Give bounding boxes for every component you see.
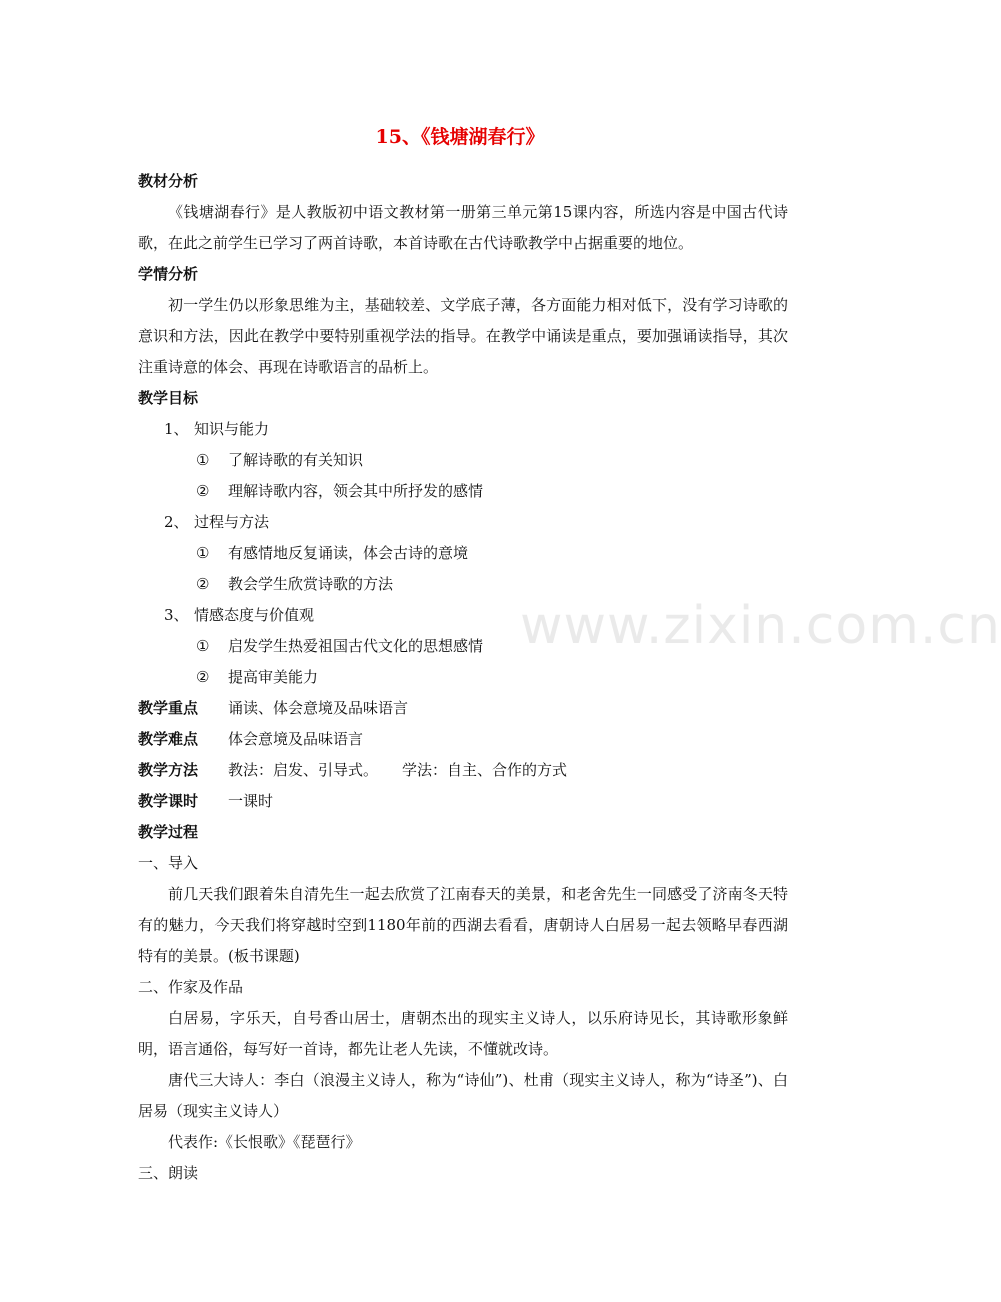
- goal-item-3: [138, 600, 788, 631]
- subitem-text: 理解诗歌内容，领会其中所抒发的感情: [228, 482, 484, 500]
- goal-text: 过程与方法: [194, 513, 270, 531]
- subitem-text: 提高审美能力: [228, 668, 319, 686]
- class-hours-row: [138, 786, 788, 817]
- process-step-title: 二、作家及作品: [138, 978, 244, 996]
- circled-number: ①: [196, 544, 210, 562]
- watermark: www.zixin.com.cn: [520, 596, 1001, 656]
- paragraph-student-analysis: 初一学生仍以形象思维为主，基础较差、文学底子薄，各方面能力相对低下，没有学习诗歌的意识和方法，因此在教学中要特别重视学法的指导。在教学中诵读是重点，要加强诵读指导，其次注重诗意的体会、再现在诗歌语言的品析上。: [138, 296, 788, 376]
- circled-number: ②: [196, 575, 210, 593]
- paragraph-author: 白居易，字乐天，自号香山居士，唐朝杰出的现实主义诗人，以乐府诗见长，其诗歌形象鲜明，语言通俗，每写好一首诗，都先让老人先读，不懂就改诗。: [138, 1009, 788, 1058]
- goal-text: 知识与能力: [194, 420, 270, 438]
- difficulty-value: 体会意境及品味语言: [228, 730, 364, 748]
- goal-subitem: [138, 662, 788, 693]
- goal-text: 情感态度与价值观: [194, 606, 315, 624]
- section-heading-textbook: 教材分析: [138, 172, 199, 190]
- paragraph-representative-works: 代表作:《长恨歌》《琵琶行》: [168, 1133, 361, 1151]
- goal-subitem: [138, 538, 788, 569]
- learning-method: 学法：自主、合作的方式: [402, 761, 568, 779]
- process-step-title: 一、导入: [138, 854, 199, 872]
- goal-subitem: [138, 476, 788, 507]
- circled-number: ②: [196, 668, 210, 686]
- circled-number: ①: [196, 451, 210, 469]
- circled-number: ②: [196, 482, 210, 500]
- document-body: [138, 166, 788, 1189]
- subitem-text: 有感情地反复诵读，体会古诗的意境: [228, 544, 469, 562]
- class-hours-label: 教学课时: [138, 792, 199, 810]
- goal-subitem: [138, 445, 788, 476]
- page-title: 15、《钱塘湖春行》: [375, 126, 545, 148]
- method-label: 教学方法: [138, 761, 199, 779]
- section-heading-process: 教学过程: [138, 823, 199, 841]
- key-point-row: [138, 693, 788, 724]
- key-point-value: 诵读、体会意境及品味语言: [228, 699, 409, 717]
- subitem-text: 教会学生欣赏诗歌的方法: [228, 575, 394, 593]
- goal-number: 1、: [164, 420, 189, 438]
- teaching-method: 教法：启发、引导式。: [228, 761, 379, 779]
- difficulty-row: [138, 724, 788, 755]
- paragraph-textbook-analysis: 《钱塘湖春行》是人教版初中语文教材第一册第三单元第15课内容，所选内容是中国古代诗歌，在此之前学生已学习了两首诗歌，本首诗歌在古代诗歌教学中占据重要的地位。: [138, 203, 788, 252]
- paragraph-introduction: 前几天我们跟着朱自清先生一起去欣赏了江南春天的美景，和老舍先生一同感受了济南冬天特有的魅力，今天我们将穿越时空到1180年前的西湖去看看，唐朝诗人白居易一起去领略早春西湖特有的美景。(板书课题): [138, 885, 788, 965]
- section-heading-goals: 教学目标: [138, 389, 199, 407]
- circled-number: ①: [196, 637, 210, 655]
- class-hours-value: 一课时: [228, 792, 274, 810]
- method-row: [138, 755, 788, 786]
- subitem-text: 了解诗歌的有关知识: [228, 451, 364, 469]
- goal-subitem: [138, 569, 788, 600]
- goal-number: 2、: [164, 513, 189, 531]
- goal-item-1: [138, 414, 788, 445]
- key-point-label: 教学重点: [138, 699, 199, 717]
- subitem-text: 启发学生热爱祖国古代文化的思想感情: [228, 637, 484, 655]
- section-heading-student: 学情分析: [138, 265, 199, 283]
- goal-item-2: [138, 507, 788, 538]
- difficulty-label: 教学难点: [138, 730, 199, 748]
- goal-number: 3、: [164, 606, 189, 624]
- goal-subitem: [138, 631, 788, 662]
- process-step-title: 三、朗读: [138, 1164, 199, 1182]
- paragraph-three-poets: 唐代三大诗人：李白（浪漫主义诗人，称为“诗仙”)、杜甫（现实主义诗人，称为“诗圣”)、白居易（现实主义诗人）: [138, 1071, 788, 1120]
